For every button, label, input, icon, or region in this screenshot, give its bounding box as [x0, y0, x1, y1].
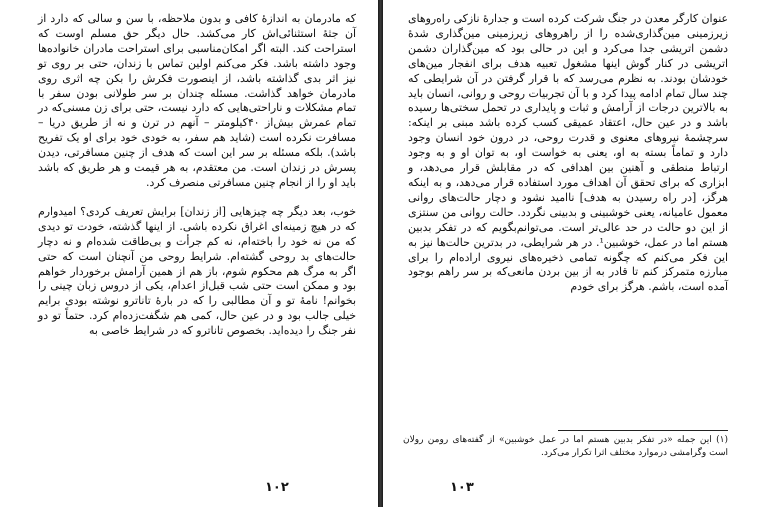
right-page-number: ۱۰۳: [450, 480, 474, 495]
left-page-number: ۱۰۲: [265, 480, 289, 495]
left-paragraph-1: که مادرمان به اندازهٔ کافی و بدون ملاحظه، با سن و سالی که دارد از آن جثهٔ استثنائی‌اش کار می‌کشد. حال دیگر حق مسلم اوست که استراحت کند. البته اگر امکان‌مناسبی برای استراحت مادران خانواده‌ها وجود داشته باشد. فکر می‌کنم اولین تماس با زندان، حتی بر روی تو نیز اثر بدی گذاشته باشد، از اینصورت فکرش را بکن چه اثری روی مادرمان خواهد گذاشت. مسئله چندان بر سر طولانی بودن سفر با تمام مشکلات و ناراحتی‌هایی که دارد نیست، حتی برای زن مسنی‌که در تمام عمرش بیش‌از ۴۰کیلومتر – آنهم در ترن و نه از طریق دریا – مسافرت نکرده است (شاید هم سفر، به خودی خود برای او یک تفریح باشد). بلکه مسئله بر سر این است که هدف از چنین مسافرتی، دیدن پسرش در زندان است. من معتقدم، به هر قیمت و هر طریق که باشد باید او را از انجام چنین مسافرتی منصرف کرد.: [38, 12, 356, 189]
left-paragraph-2: خوب، بعد دیگر چه چیزهایی [از زندان] برایش تعریف کردی؟ امیدوارم که در هیچ زمینه‌ای اغراق نکرده باشی. از اینها گذشته، خودت تو دیدی که من نه خود را باخته‌ام، نه کم جرأت و بی‌طاقت شده‌ام و نه دچار حالت‌های بد روحی گشته‌ام. شرایط روحی من آنچنان است که حتی اگر به مرگ هم محکوم شوم، باز هم از همین آرامش برخوردار خواهم بود و ممکن است حتی شب قبل‌از اعدام، یکی از دروس زبان چینی را بخوانم! نامهٔ تو و آن مطالبی را که در بارهٔ تاناترو نوشته بودی برایم خیلی جالب بود و در عین حال، کمی هم شگفت‌زده‌ام کرد. حتماً تو دو نفر جنگ را دیده‌اید. بخصوص تاناترو که در شرایط خاصی به: [38, 204, 356, 338]
right-page-body: [408, 12, 728, 295]
footnote: (۱) این جمله «در تفکر بدبین هستم اما در عمل خوشبین» از گفته‌های رومن رولان است وگرامشی درموارد مختلف اثرا تکرار می‌کرد.: [403, 435, 728, 458]
right-paragraph-1: عنوان کارگر معدن در جنگ شرکت کرده است و جدارهٔ نازکی راه‌روهای زیرزمینی مین‌گذاری‌شده را از راهرو‌های زیرزمینی مین‌گذاری شدهٔ دشمن اتریشی جدا می‌کرد و این در حالی بود که مین‌گذاران دشمن اتریشی در کنار گوش اینها مشغول تعبیه هدف برای انفجار مین‌های خودشان بودند. به نظرم می‌رسد که با قرار گرفتن در آن شرایطی که چند سال تمام ادامه پیدا کرد و با آن تجربیات روحی و روانی، انسان باید به بالاترین درجات از آرامش و ثبات و پایداری در تحمل سختی‌ها رسیده باشد و در عین حال، اعتقاد عمیقی کسب کرده باشد مبنی بر اینکه: سرچشمهٔ نیروهای معنوی و قدرت روحی، در درون خود انسان وجود دارد و تماماً بسته به او، یعنی به خواست او، به توان او و به وجود ارتباط منطقی و آهنین بین اهدافی که در مقابلش قرار می‌دهد، و ابزاری که برای تحقق آن اهداف مورد استفاده قرار می‌دهد، و به اینکه هرگز، [در راه رسیدن به هدف] ناامید نشود و دچار حالت‌های روانی معمول عامیانه، یعنی خوشبینی و بدبینی نگردد. حالت روانی من سنتزی از این دو حالت در حد عالی‌تر است. می‌توانم‌بگویم که در تفکر بدبین هستم اما در عمل، خوشبین¹. در هر شرایطی، در بدترین حالت‌ها نیز به این فکر می‌کنم که چگونه تمامی ذخیره‌های نیروی اراده‌ام را برای مبارزه متمرکز کنم تا قادر به از بین بردن مانعی‌که بر سر راهم بوجود آمده است، باشم. هرگز برای خودم: [408, 12, 728, 294]
left-page-body: [38, 12, 356, 339]
left-page: [0, 0, 378, 507]
right-page: [383, 0, 768, 507]
footnote-divider: [558, 430, 728, 431]
